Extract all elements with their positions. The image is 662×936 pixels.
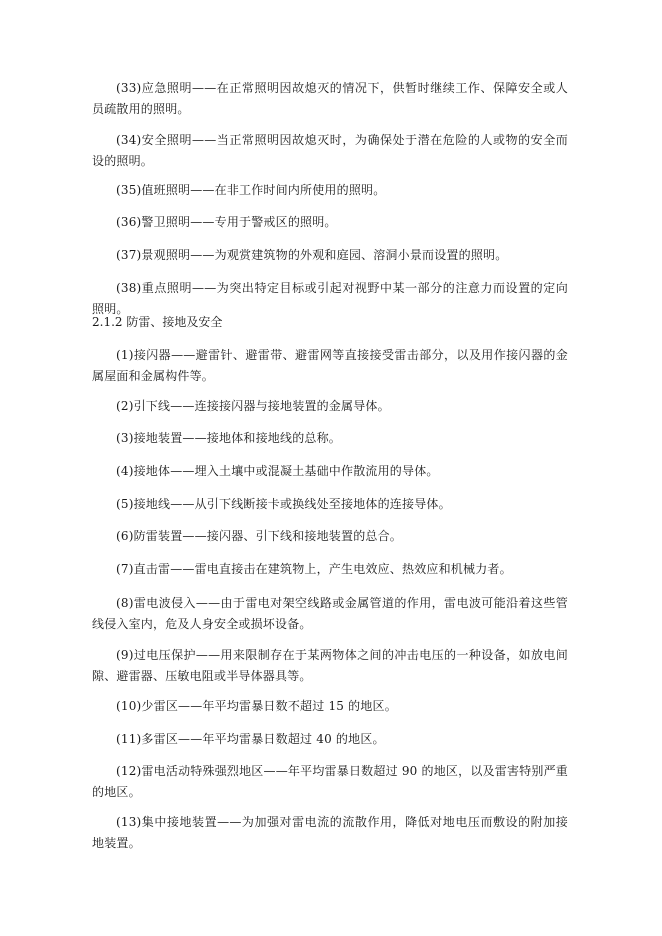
- paragraph-item-5: (5)接地线——从引下线断接卡或换线处至接地体的连接导体。: [116, 497, 451, 511]
- paragraph-item-36: (36)警卫照明——专用于警戒区的照明。: [116, 215, 337, 229]
- paragraph-item-11: (11)多雷区——年平均雷暴日数超过 40 的地区。: [116, 732, 385, 746]
- paragraph-item-13: (13)集中接地装置——为加强对雷电流的流散作用，降低对地电压而敷设的附加接地装置。: [92, 815, 568, 850]
- paragraph-item-8: (8)雷电波侵入——由于雷电对架空线路或金属管道的作用，雷电波可能沿着这些管线侵入室内，危及人身安全或损坏设备。: [92, 596, 568, 631]
- paragraph-item-4: (4)接地体——埋入土壤中或混凝土基础中作散流用的导体。: [116, 464, 439, 478]
- paragraph-item-6: (6)防雷装置——接闪器、引下线和接地装置的总合。: [116, 529, 402, 543]
- paragraph-item-9: (9)过电压保护——用来限制存在于某两物体之间的冲击电压的一种设备，如放电间隙、避雷器、压敏电阻或半导体器具等。: [92, 648, 568, 683]
- paragraph-item-1: (1)接闪器——避雷针、避雷带、避雷网等直接接受雷击部分，以及用作接闪器的金属屋面和金属构件等。: [92, 348, 568, 383]
- paragraph-item-33: (33)应急照明——在正常照明因故熄灭的情况下，供暂时继续工作、保障安全或人员疏散用的照明。: [92, 81, 568, 116]
- paragraph-item-38: (38)重点照明——为突出特定目标或引起对视野中某一部分的注意力而设置的定向照明。: [92, 281, 568, 316]
- paragraph-item-10: (10)少雷区——年平均雷暴日数不超过 15 的地区。: [116, 699, 397, 713]
- paragraph-item-3: (3)接地装置——接地体和接地线的总称。: [116, 431, 341, 445]
- paragraph-item-2: (2)引下线——连接接闪器与接地装置的金属导体。: [116, 399, 390, 413]
- paragraph-item-12: (12)雷电活动特殊强烈地区——年平均雷暴日数超过 90 的地区，以及雷害特别严重的地区。: [92, 764, 568, 799]
- paragraph-item-37: (37)景观照明——为观赏建筑物的外观和庭园、溶洞小景而设置的照明。: [116, 248, 508, 262]
- paragraph-item-34: (34)安全照明——当正常照明因故熄灭时，为确保处于潜在危险的人或物的安全而设的照明。: [92, 133, 568, 168]
- section-heading: 2.1.2 防雷、接地及安全: [92, 315, 223, 329]
- paragraph-item-7: (7)直击雷——雷电直接击在建筑物上，产生电效应、热效应和机械力者。: [116, 562, 512, 576]
- paragraph-item-35: (35)值班照明——在非工作时间内所使用的照明。: [116, 183, 386, 197]
